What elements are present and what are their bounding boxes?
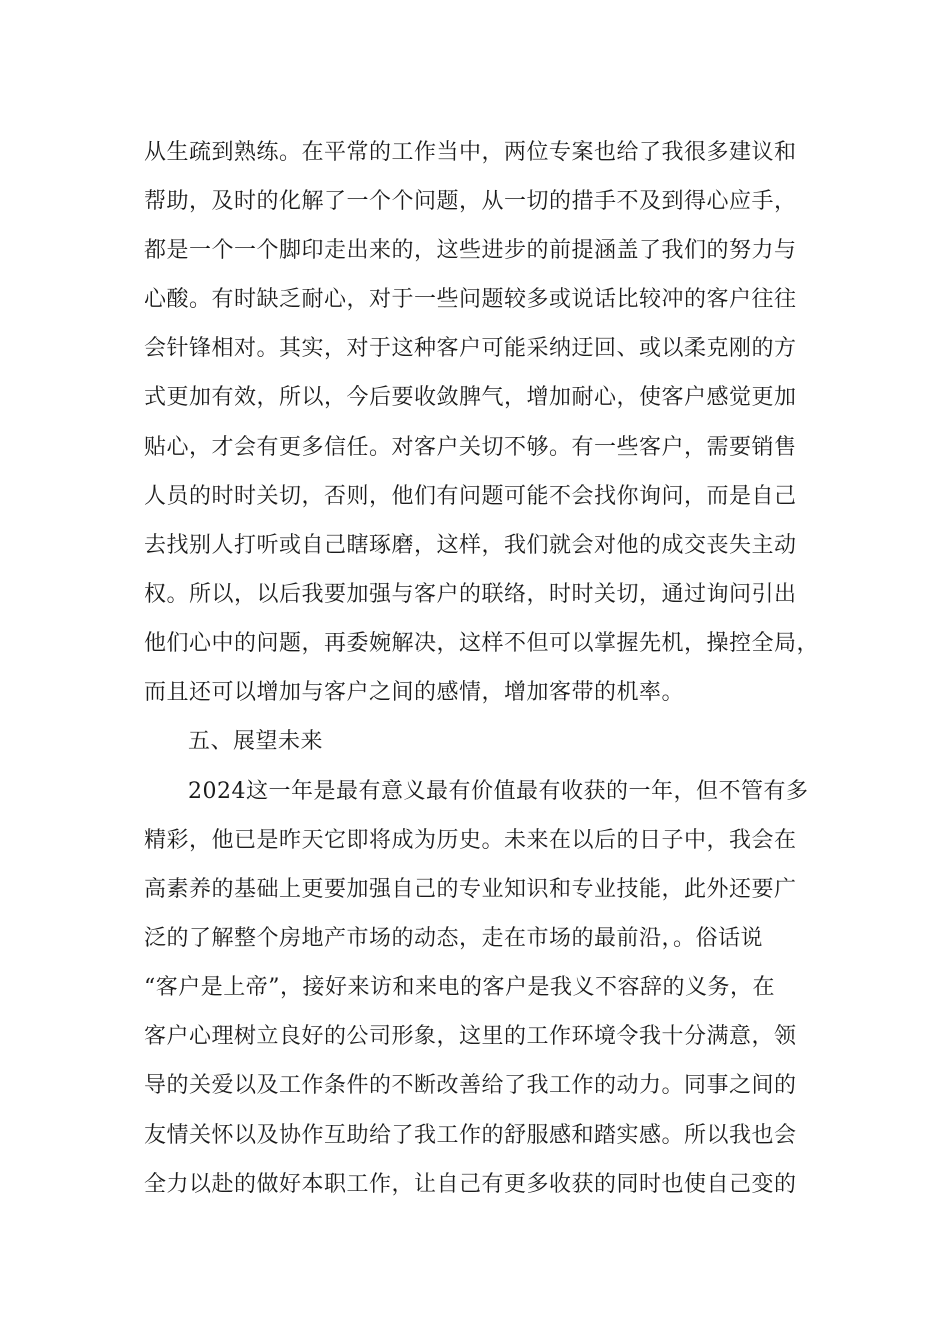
text-line: 心酸。有时缺乏耐心，对于一些问题较多或说话比较冲的客户往往 bbox=[144, 287, 797, 312]
text-line: 2024这一年是最有意义最有价值最有收获的一年，但不管有多 bbox=[188, 779, 809, 804]
text-line: 都是一个一个脚印走出来的，这些进步的前提涵盖了我们的努力与 bbox=[144, 238, 797, 263]
text-line: 会针锋相对。其实，对于这种客户可能采纳迂回、或以柔克刚的方 bbox=[144, 336, 797, 361]
text-line: 高素养的基础上更要加强自己的专业知识和专业技能，此外还要广 bbox=[144, 877, 797, 902]
text-line: 友情关怀以及协作互助给了我工作的舒服感和踏实感。所以我也会 bbox=[144, 1123, 797, 1148]
text-line: 而且还可以增加与客户之间的感情，增加客带的机率。 bbox=[144, 680, 685, 705]
text-line: 泛的了解整个房地产市场的动态，走在市场的最前沿，。俗话说 bbox=[144, 926, 764, 951]
text-line: 式更加有效，所以，今后要收敛脾气，增加耐心，使客户感觉更加 bbox=[144, 385, 797, 410]
text-line: 全力以赴的做好本职工作，让自己有更多收获的同时也使自己变的 bbox=[144, 1172, 797, 1197]
text-line: 从生疏到熟练。在平常的工作当中，两位专案也给了我很多建议和 bbox=[144, 140, 797, 165]
section-heading: 五、展望未来 bbox=[188, 729, 324, 754]
text-line: 导的关爱以及工作条件的不断改善给了我工作的动力。同事之间的 bbox=[144, 1073, 797, 1098]
text-line: 人员的时时关切，否则，他们有问题可能不会找你询问，而是自己 bbox=[144, 484, 797, 509]
text-line: 帮助，及时的化解了一个个问题，从一切的措手不及到得心应手， bbox=[144, 189, 797, 214]
text-line: 客户心理树立良好的公司形象，这里的工作环境令我十分满意，领 bbox=[144, 1024, 797, 1049]
text-line: 他们心中的问题，再委婉解决，这样不但可以掌握先机，操控全局， bbox=[144, 631, 820, 656]
text-line: 权。所以，以后我要加强与客户的联络，时时关切，通过询问引出 bbox=[144, 582, 797, 607]
text-line: 贴心，才会有更多信任。对客户关切不够。有一些客户，需要销售 bbox=[144, 435, 797, 460]
text-line: 去找别人打听或自己瞎琢磨，这样，我们就会对他的成交丧失主动 bbox=[144, 533, 797, 558]
text-line: “客户是上帝”，接好来访和来电的客户是我义不容辞的义务，在 bbox=[144, 975, 775, 1000]
text-line: 精彩，他已是昨天它即将成为历史。未来在以后的日子中，我会在 bbox=[144, 828, 797, 853]
